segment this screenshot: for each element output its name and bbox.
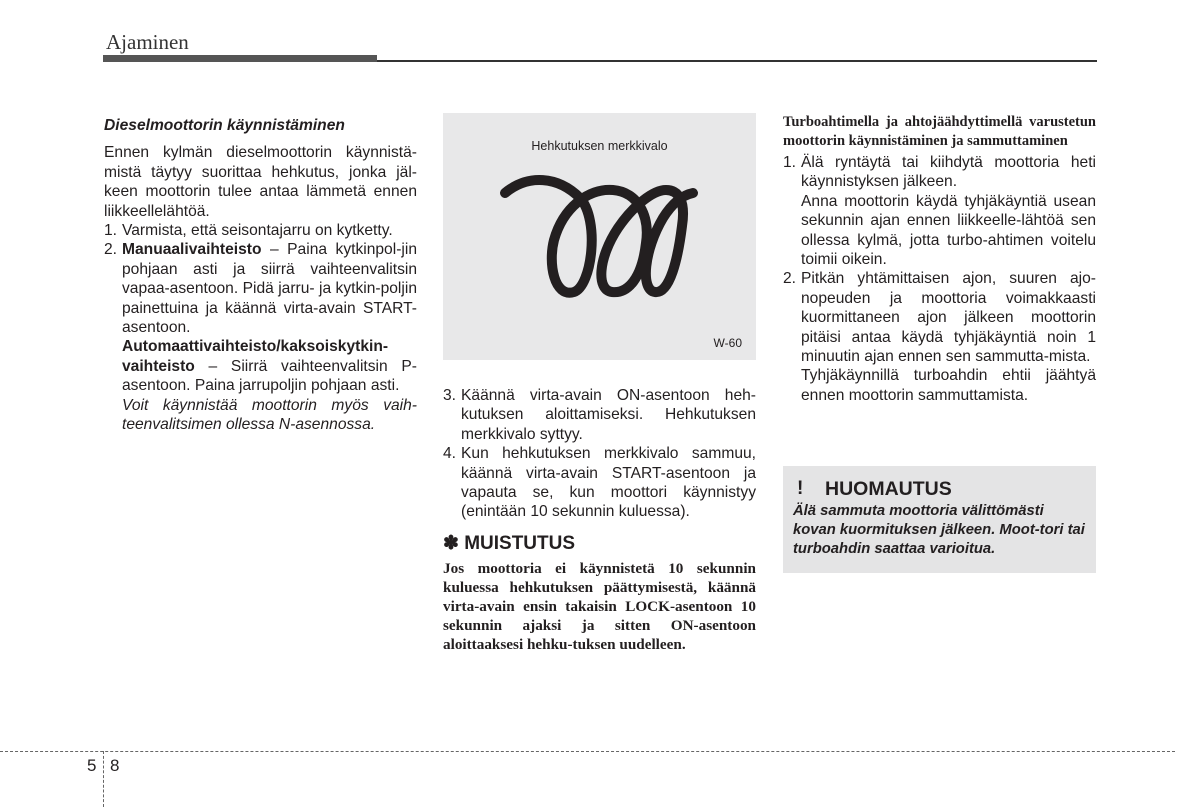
step-1 [104, 221, 417, 240]
figure-caption: Hehkutuksen merkkivalo [531, 139, 668, 153]
turbo-step-1-sub: Anna moottorin käydä tyhjäkäyntiä usean sekunnin ajan ennen liikkeelle-lähtöä sen ollessa kylmä, jotta turbo-ahtimen voitelu toimii oikein. [801, 192, 1096, 269]
step-text: Käännä virta-avain ON-asentoon heh-kutuksen aloittamiseksi. Hehkutuksen merkkivalo syttyy. [461, 387, 756, 443]
automatic-text: – Siirrä vaihteenvalitsin P-asentoon. Paina jarrupoljin pohjaan asti. [122, 357, 417, 395]
header-rule-thin [377, 60, 1097, 62]
turbo-step-2 [783, 269, 1096, 366]
glow-plug-coil-icon [488, 168, 711, 328]
step-text: Älä ryntäytä tai kiihdytä moottoria heti käynnistyksen jälkeen. [801, 154, 1096, 191]
note-body: Jos moottoria ei käynnistetä 10 sekunnin kuluessa hehkutuksen päättymisestä, käännä virta-avain ensin takaisin LOCK-asentoon 10 sekunnin ajaksi ja sitten ON-asentoon aloittaaksesi hehku-tuksen uudelleen. [443, 560, 756, 654]
step-number: 2. [104, 241, 118, 259]
step-text: Kun hehkutuksen merkkivalo sammuu, käännä virta-avain START-asentoon ja vapauta se, kun moottori käynnistyy (enintään 10 sekunnin kuluessa). [461, 445, 756, 521]
step-number: 1. [783, 154, 797, 171]
step-number: 1. [104, 222, 118, 240]
step-number: 2. [783, 270, 797, 288]
step-bold-label: Manuaalivaihteisto [122, 241, 262, 259]
step-3 [443, 386, 756, 444]
column-middle [443, 386, 756, 654]
warning-box [783, 466, 1096, 573]
step-text: Varmista, että seisontajarru on kytketty. [122, 222, 393, 240]
step-number: 4. [443, 445, 457, 463]
footer-divider [0, 751, 1175, 752]
step-text: – Paina kytkinpol-jin pohjaan asti ja siirrä vaihteenvalitsin vapaa-asentoon. Pidä jarru- ja kytkin-poljin painettuina ja käännä virta-avain START-asentoon. [122, 241, 417, 337]
column-right [783, 113, 1096, 405]
page-number: 8 [110, 756, 120, 775]
step-4 [443, 444, 756, 522]
warning-title: HUOMAUTUS [825, 478, 952, 500]
figure-code: W-60 [713, 336, 742, 350]
header-rule-thick [103, 55, 377, 62]
page-header-title: Ajaminen [106, 30, 189, 54]
step-number: 3. [443, 387, 457, 404]
step-text: Pitkän yhtämittaisen ajon, suuren ajo-nopeuden ja moottoria voimakkaasti kuormittaneen ajon jälkeen moottorin pitäisi antaa käydä tyhjäkäyntiä noin 1 minuutin ajan ennen sen sammutta-mista. [801, 270, 1096, 366]
intro-paragraph: Ennen kylmän dieselmoottorin käynnistä-mistä täytyy suorittaa hehkutus, jonka jäl-keen moottorin tulee antaa lämmetä ennen liikkeellelähtöä. [104, 144, 417, 220]
turbo-heading: Turboahtimella ja ahtojäähdyttimellä varustetun moottorin käynnistäminen ja sammuttaminen [783, 114, 1096, 149]
turbo-step-2-sub: Tyhjäkäynnillä turboahdin ehtii jäähtyä ennen moottorin sammuttamista. [801, 367, 1096, 404]
note-title: ✽ MUISTUTUS [443, 532, 576, 554]
section-subheading: Dieselmoottorin käynnistäminen [104, 117, 345, 134]
warning-title-row [797, 478, 952, 501]
warning-body: Älä sammuta moottoria välittömästi kovan kuormituksen jälkeen. Moot-tori tai turboahdin saattaa varioitua. [793, 503, 1085, 557]
section-number: 5 [87, 756, 97, 775]
figure-panel [443, 113, 756, 360]
step-2 [104, 240, 417, 337]
automatic-paragraph [104, 337, 417, 395]
column-left [104, 116, 417, 435]
automatic-italic-note: Voit käynnistää moottorin myös vaih-teenvalitsimen ollessa N-asennossa. [122, 396, 417, 434]
automatic-bold-label: Automaattivaihteisto/kaksoiskytkin-vaihteisto [122, 338, 389, 375]
turbo-step-1 [783, 153, 1096, 192]
footer-divider-vertical [103, 751, 104, 807]
warning-icon: ! [797, 478, 804, 499]
